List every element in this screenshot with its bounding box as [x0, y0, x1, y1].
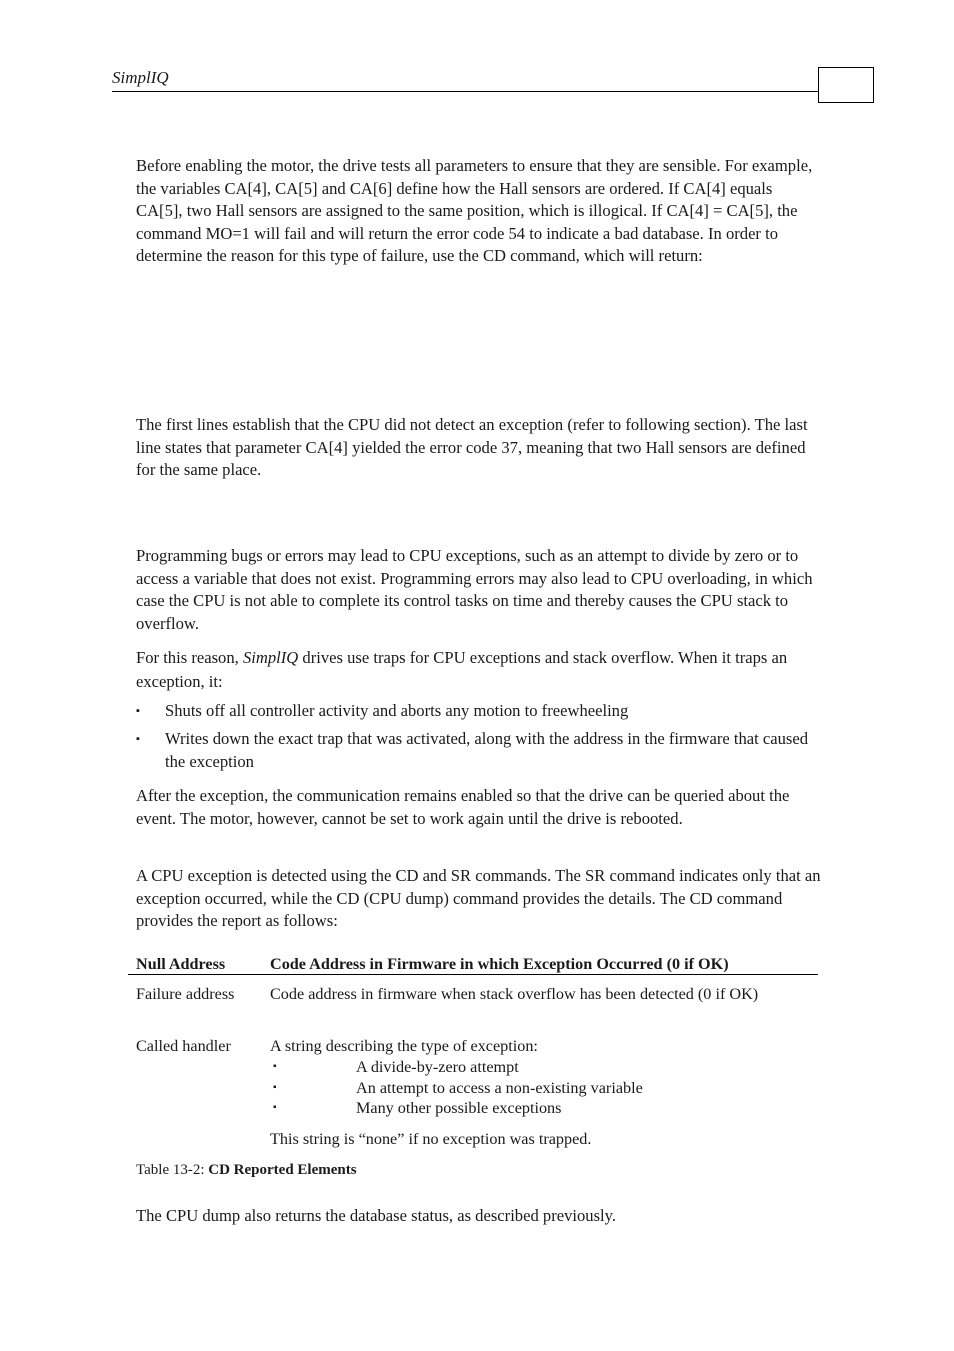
bullet-icon: ▪: [136, 705, 140, 717]
table-cell-handler-note: This string is “none” if no exception was trapped.: [270, 1130, 592, 1148]
caption-title: CD Reported Elements: [208, 1162, 357, 1178]
bullet-text: Shuts off all controller activity and aborts any motion to freewheeling: [165, 701, 629, 720]
header-brand: SimplIQ: [112, 68, 169, 87]
explanation-paragraph: The first lines establish that the CPU did not detect an exception (refer to following section). The last line states that parameter CA[4] yielded the error code 37, meaning that two Hall sensors are defined for the same place.: [136, 415, 808, 480]
table-cell-failure-value: Code address in firmware when stack overflow has been detected (0 if OK): [270, 985, 759, 1003]
intro-paragraph: Before enabling the motor, the drive tests all parameters to ensure that they are sensible. For example, the variables CA[4], CA[5] and CA[6] define how the Hall sensors are ordered. If CA[4] equals CA[5], two Hall sensors are assigned to the same position, which is illogical. If CA[4] = CA[5], the command MO=1 will fail and will return the error code 54 to indicate a bad database. In order to determine the reason for this type of failure, use the CD command, which will return:: [136, 156, 813, 266]
table-cell-failure-address: Failure address: [136, 985, 235, 1003]
caption-prefix: Table 13-2:: [136, 1162, 205, 1178]
detection-paragraph: A CPU exception is detected using the CD and SR commands. The SR command indicates only that an exception occurred, while the CD (CPU dump) command provides the details. The CD command provides the report as follows:: [136, 866, 821, 931]
table-caption: [136, 1162, 357, 1179]
bullet-icon: ▪: [136, 733, 140, 745]
table-header-null-address: Null Address: [136, 955, 226, 973]
bullet-icon: ▪: [273, 1082, 277, 1093]
bullet-icon: ▪: [273, 1102, 277, 1113]
page-number-box: [818, 67, 874, 103]
bullet-icon: ▪: [273, 1061, 277, 1072]
inline-brand: SimplIQ: [242, 648, 299, 667]
traps-text-before: For this reason,: [136, 648, 239, 667]
communication-paragraph: After the exception, the communication remains enabled so that the drive can be queried about the event. The motor, however, cannot be set to work again until the drive is rebooted.: [136, 786, 790, 828]
traps-paragraph: [136, 646, 822, 694]
list-item-text: Many other possible exceptions: [356, 1099, 562, 1117]
list-item-text: A divide-by-zero attempt: [356, 1058, 519, 1076]
table-header-rule: [128, 974, 818, 975]
header-rule: [112, 91, 818, 92]
exceptions-paragraph: Programming bugs or errors may lead to CPU exceptions, such as an attempt to divide by zero or to access a variable that does not exist. Programming errors may also lead to CPU overloading, in which case the CPU is not able to complete its control tasks on time and thereby causes the CPU stack to overflow.: [136, 546, 813, 633]
closing-paragraph: The CPU dump also returns the database status, as described previously.: [136, 1206, 617, 1225]
table-header-code-address: Code Address in Firmware in which Exception Occurred (0 if OK): [270, 955, 729, 973]
table-cell-handler-intro: A string describing the type of exception:: [270, 1037, 538, 1055]
list-item-text: An attempt to access a non-existing variable: [356, 1079, 643, 1097]
bullet-text: Writes down the exact trap that was activated, along with the address in the firmware that caused the exception: [165, 729, 809, 771]
table-cell-called-handler: Called handler: [136, 1037, 231, 1055]
traps-text-after: drives use traps for CPU exceptions and stack overflow. When it traps an exception, it:: [136, 648, 788, 691]
